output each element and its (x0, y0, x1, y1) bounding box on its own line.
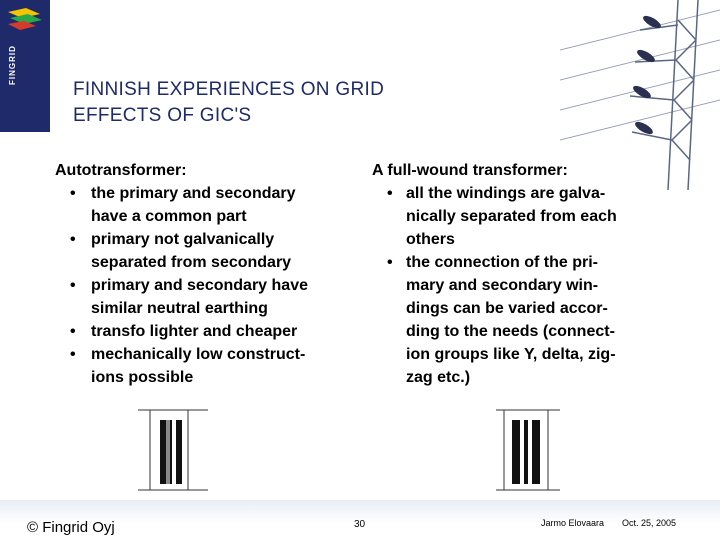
bullet-icon: • (70, 277, 76, 294)
copyright-text: © Fingrid Oyj (27, 519, 115, 536)
list-line: separated from secondary (91, 254, 292, 271)
bullet-icon: • (70, 185, 76, 202)
list-line: primary and secondary have (91, 277, 308, 294)
fingrid-flag-icon (6, 8, 44, 30)
title-line-1: FINNISH EXPERIENCES ON GRID (73, 79, 385, 100)
list-item (55, 228, 355, 274)
autotransformer-heading: Autotransformer: (55, 162, 187, 179)
page-number: 30 (354, 519, 366, 530)
list-item (55, 343, 355, 389)
list-item (55, 320, 355, 343)
list-line: zag etc.) (406, 369, 471, 386)
full-wound-list (372, 182, 662, 389)
bullet-icon: • (387, 185, 393, 202)
list-line: nically separated from each (406, 208, 617, 225)
list-item (55, 182, 355, 228)
list-line: dings can be varied accor- (406, 300, 608, 317)
list-line: all the windings are galva- (406, 185, 606, 202)
list-line: primary not galvanically (91, 231, 275, 248)
list-line: the primary and secondary (91, 185, 296, 202)
autotransformer-column (55, 159, 355, 389)
author-name: Jarmo Elovaara (541, 518, 605, 528)
list-line: ion groups like Y, delta, zig- (406, 346, 616, 363)
logo-bar (0, 0, 50, 132)
list-line: mary and secondary win- (406, 277, 599, 294)
list-line: transfo lighter and cheaper (91, 323, 298, 340)
list-line: ions possible (91, 369, 194, 386)
list-line: others (406, 231, 455, 248)
title-line-2: EFFECTS OF GIC'S (73, 105, 252, 126)
presentation-date: Oct. 25, 2005 (622, 518, 677, 528)
list-line: have a common part (91, 208, 247, 225)
full-wound-heading: A full-wound transformer: (372, 162, 568, 179)
bullet-icon: • (70, 231, 76, 248)
list-item (372, 182, 662, 251)
bullet-icon: • (70, 323, 76, 340)
list-item (372, 251, 662, 389)
logo-text: FINGRID (8, 45, 17, 85)
list-line: the connection of the pri- (406, 254, 598, 271)
full-wound-diagram (490, 398, 570, 498)
bullet-icon: • (387, 254, 393, 271)
list-item (55, 274, 355, 320)
autotransformer-list (55, 182, 355, 389)
list-line: similar neutral earthing (91, 300, 268, 317)
bullet-icon: • (70, 346, 76, 363)
autotransformer-diagram (128, 398, 218, 498)
list-line: mechanically low construct- (91, 346, 306, 363)
slide-title (73, 77, 493, 129)
list-line: ding to the needs (connect- (406, 323, 615, 340)
full-wound-column (372, 159, 662, 389)
